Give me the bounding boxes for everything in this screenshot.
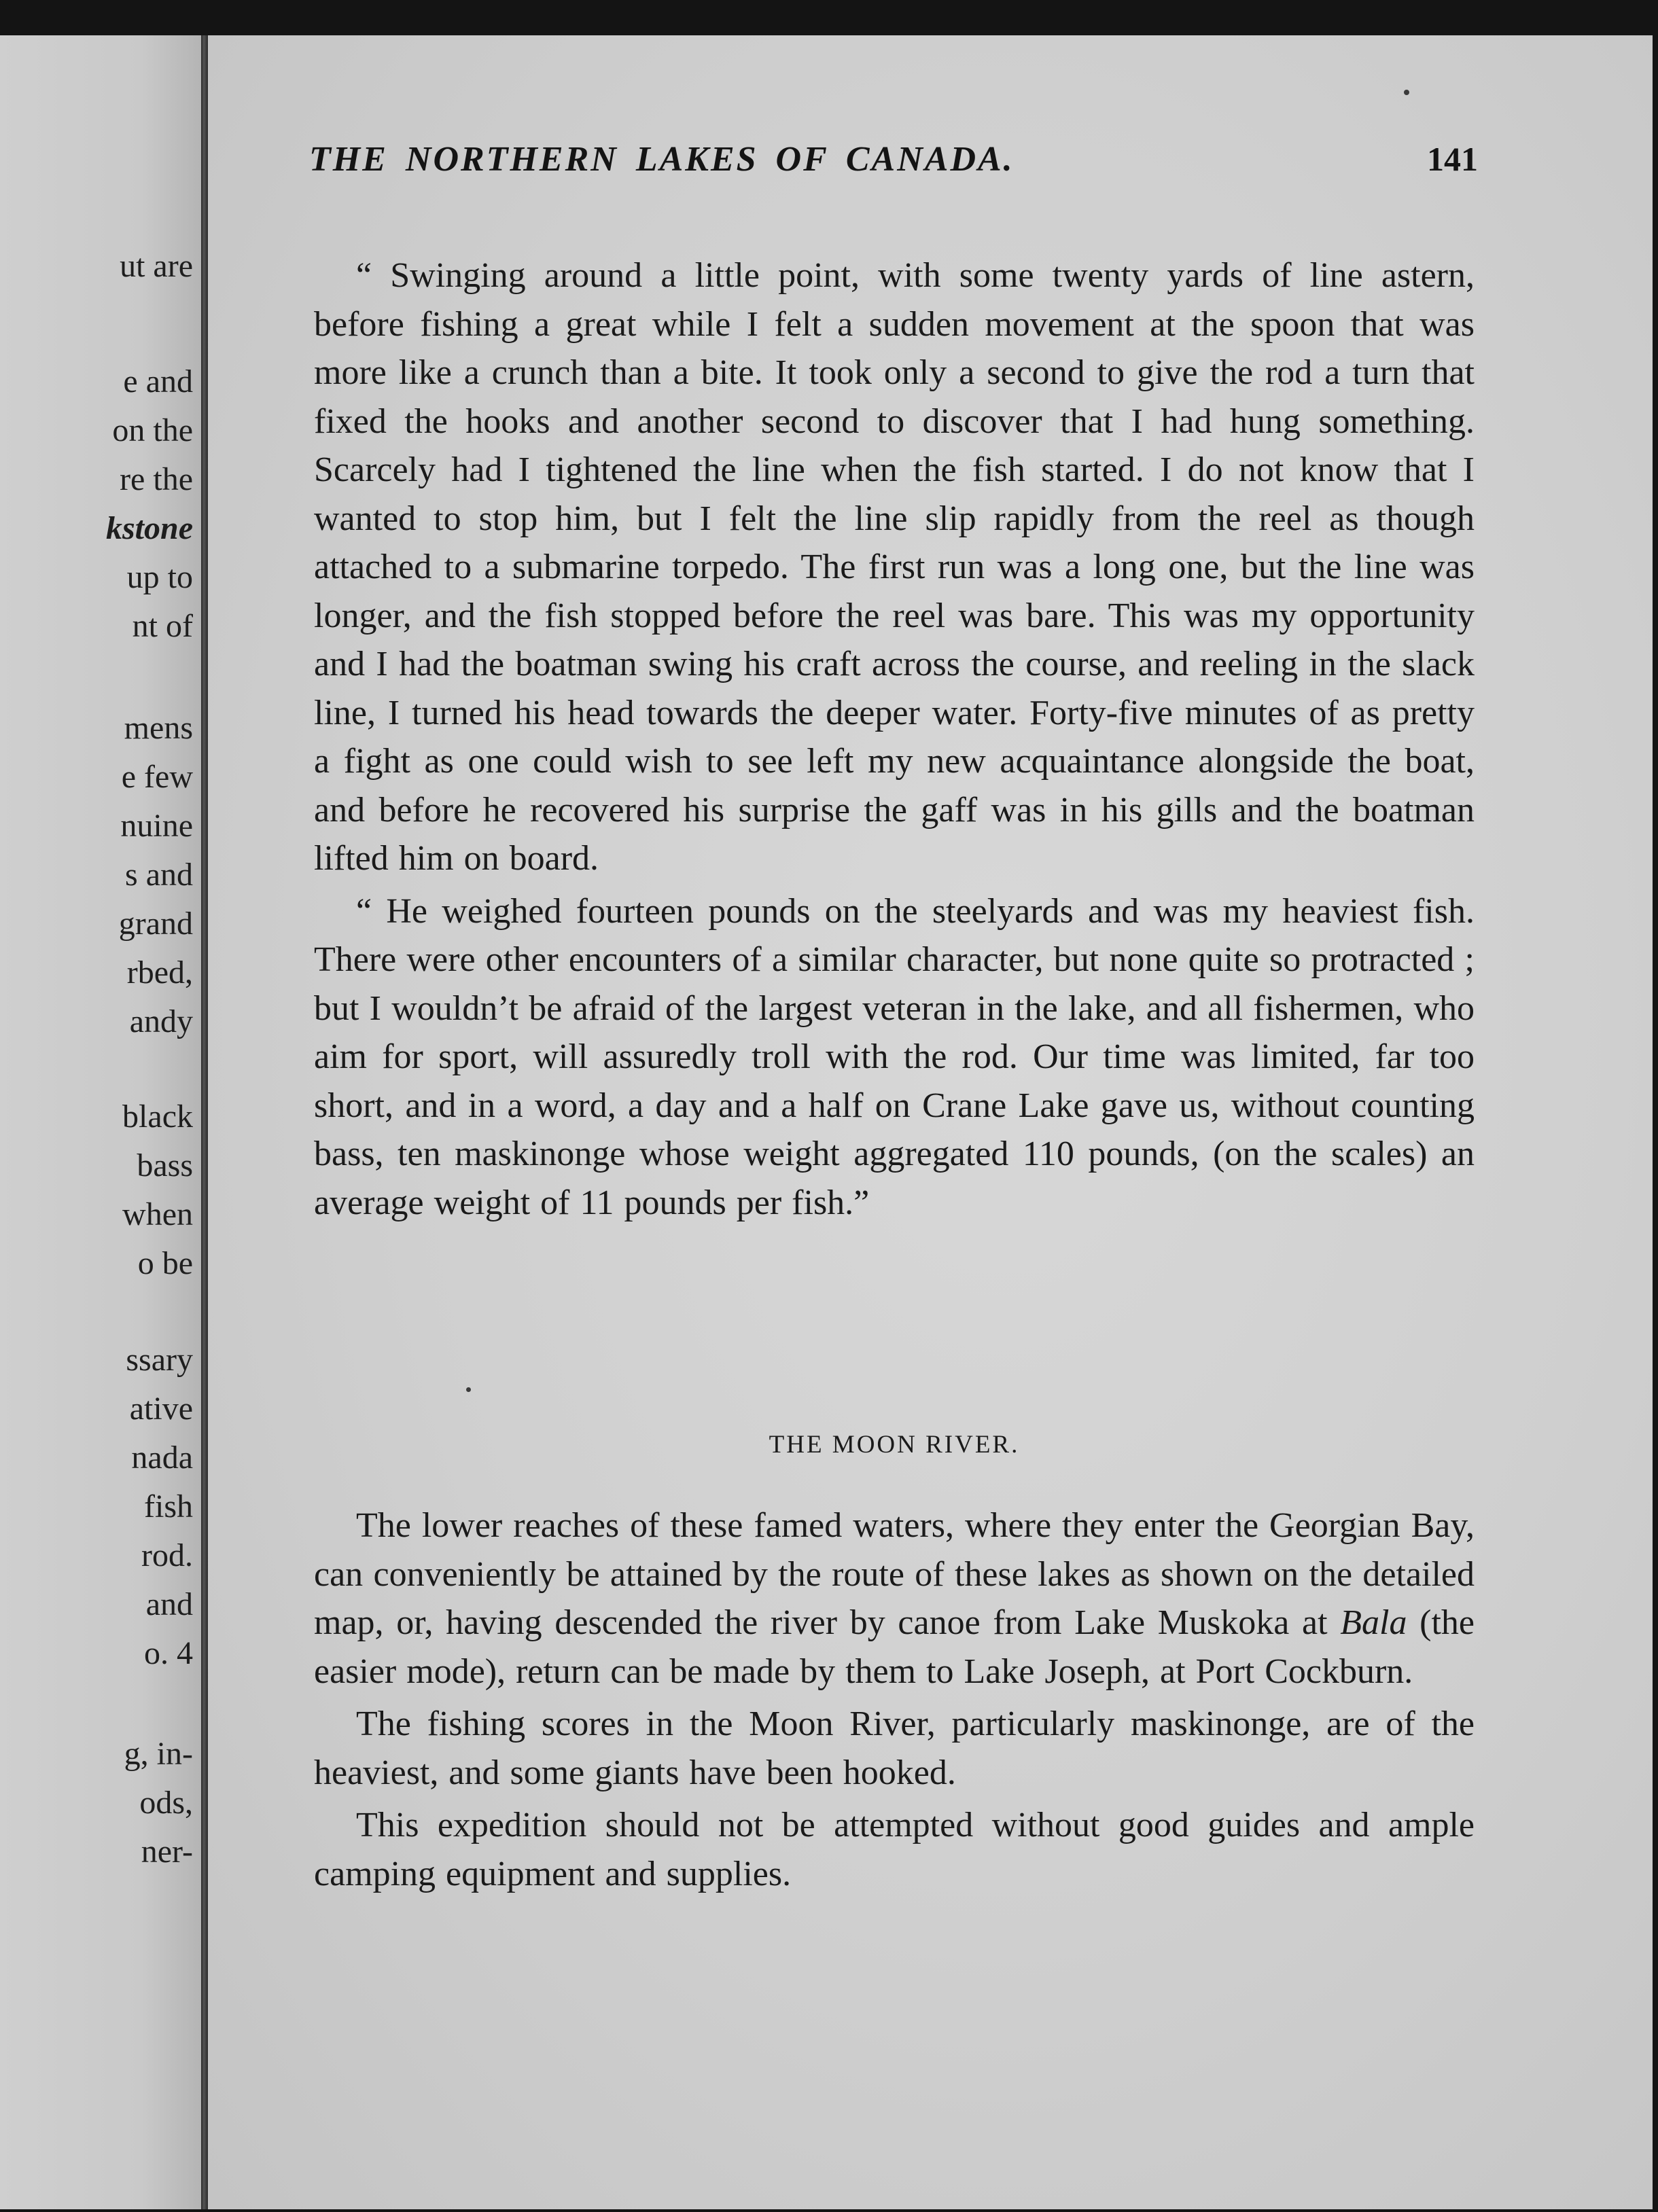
left-fragment: g, in-: [124, 1736, 193, 1772]
left-fragment: mens: [124, 710, 193, 746]
left-fragment: and: [145, 1586, 193, 1622]
binding-gutter: [201, 35, 208, 2209]
body-paragraph: This expedition should not be attempted without good guides and ample camping equipment and supplies.: [314, 1806, 1475, 1893]
left-fragment: bass: [137, 1147, 193, 1183]
left-fragment: o be: [137, 1245, 193, 1281]
left-fragment: re the: [120, 461, 193, 497]
left-fragment: on the: [112, 412, 193, 448]
left-fragment: nada: [131, 1440, 193, 1476]
page-header: [309, 139, 1478, 200]
para-text: (the easier mode), return can be made by them to Lake Joseph, at Port Cockburn.: [314, 1603, 1475, 1691]
left-fragment: nuine: [120, 808, 193, 844]
left-fragment: s and: [125, 857, 193, 893]
moon-river-section: [314, 1501, 1475, 1898]
left-fragment: fish: [144, 1488, 193, 1524]
paper-speck: [1404, 90, 1409, 95]
left-fragment: e few: [121, 759, 193, 795]
left-fragment: ative: [129, 1391, 193, 1427]
body-paragraph: The fishing scores in the Moon River, particularly maskinonge, are of the heaviest, and some giants have been hooked.: [314, 1705, 1475, 1792]
left-fragment: nt of: [132, 608, 193, 644]
page-number: 141: [1427, 140, 1478, 178]
left-fragment: o. 4: [144, 1635, 193, 1671]
place-name-italic: Bala: [1340, 1603, 1407, 1642]
section-heading: THE MOON RIVER.: [769, 1431, 1020, 1459]
body-paragraph: [314, 1501, 1475, 1696]
running-title: THE NORTHERN LAKES OF CANADA.: [309, 140, 1015, 179]
left-fragment: kstone: [105, 510, 193, 546]
scan-right-edge: [1653, 35, 1658, 2209]
paper-speck: [466, 1387, 471, 1392]
left-fragment: rod.: [141, 1537, 193, 1573]
left-fragment: andy: [129, 1003, 193, 1039]
left-fragment: when: [122, 1196, 193, 1232]
body-paragraph: “ He weighed fourteen pounds on the steelyards and was my heaviest fish. There were other encounters of a similar character, but none quite so protracted ; but I wouldn’t be afraid of the largest veteran in the lake, and all fishermen, who aim for sport, will assuredly troll with the rod. Our time was limited, far too short, and in a word, a day and a half on Crane Lake gave us, without counting bass, ten maskinonge whose weight aggregated 110 pounds, (on the scales) an average weight of 11 pounds per fish.”: [314, 891, 1475, 1222]
body-paragraph: “ Swinging around a little point, with some twenty yards of line astern, before fishing a great while I felt a sudden movement at the spoon that was more like a crunch than a bite. It took only a second to give the rod a turn that fixed the hooks and another second to discover that I had hung something. Scarcely had I tightened the line when the fish started. I do not know that I wanted to stop him, but I felt the line slip rapidly from the reel as though attached to a submarine torpedo. The first run was a long one, but the line was longer, and the fish stopped before the reel was bare. This was my opportunity and I had the boatman swing his craft across the course, and reeling in the slack line, I turned his head towards the deeper water. Forty-five minutes of as pretty a fight as one could wish to see left my new acquaintance alongside the boat, and before he recovered his surprise the gaff was in his gills and the boatman lifted him on board.: [314, 256, 1475, 878]
quoted-account: [314, 251, 1475, 1227]
left-fragment: ut are: [120, 248, 193, 284]
left-fragment: ods,: [139, 1785, 193, 1821]
left-fragment: e and: [123, 363, 193, 399]
para-text: The lower reaches of these famed waters, where they enter the Georgian Bay, can conveniently be attained by the route of these lakes as shown on the detailed map, or, having descended the river by canoe from Lake Muskoka at: [314, 1506, 1475, 1642]
left-fragment: ssary: [126, 1342, 193, 1378]
left-fragment: rbed,: [126, 955, 193, 991]
left-fragment: ner-: [141, 1834, 193, 1870]
left-fragment: black: [122, 1099, 193, 1135]
left-fragment: up to: [126, 559, 193, 595]
left-page-edge: [0, 35, 202, 2209]
left-fragment: grand: [118, 906, 193, 942]
